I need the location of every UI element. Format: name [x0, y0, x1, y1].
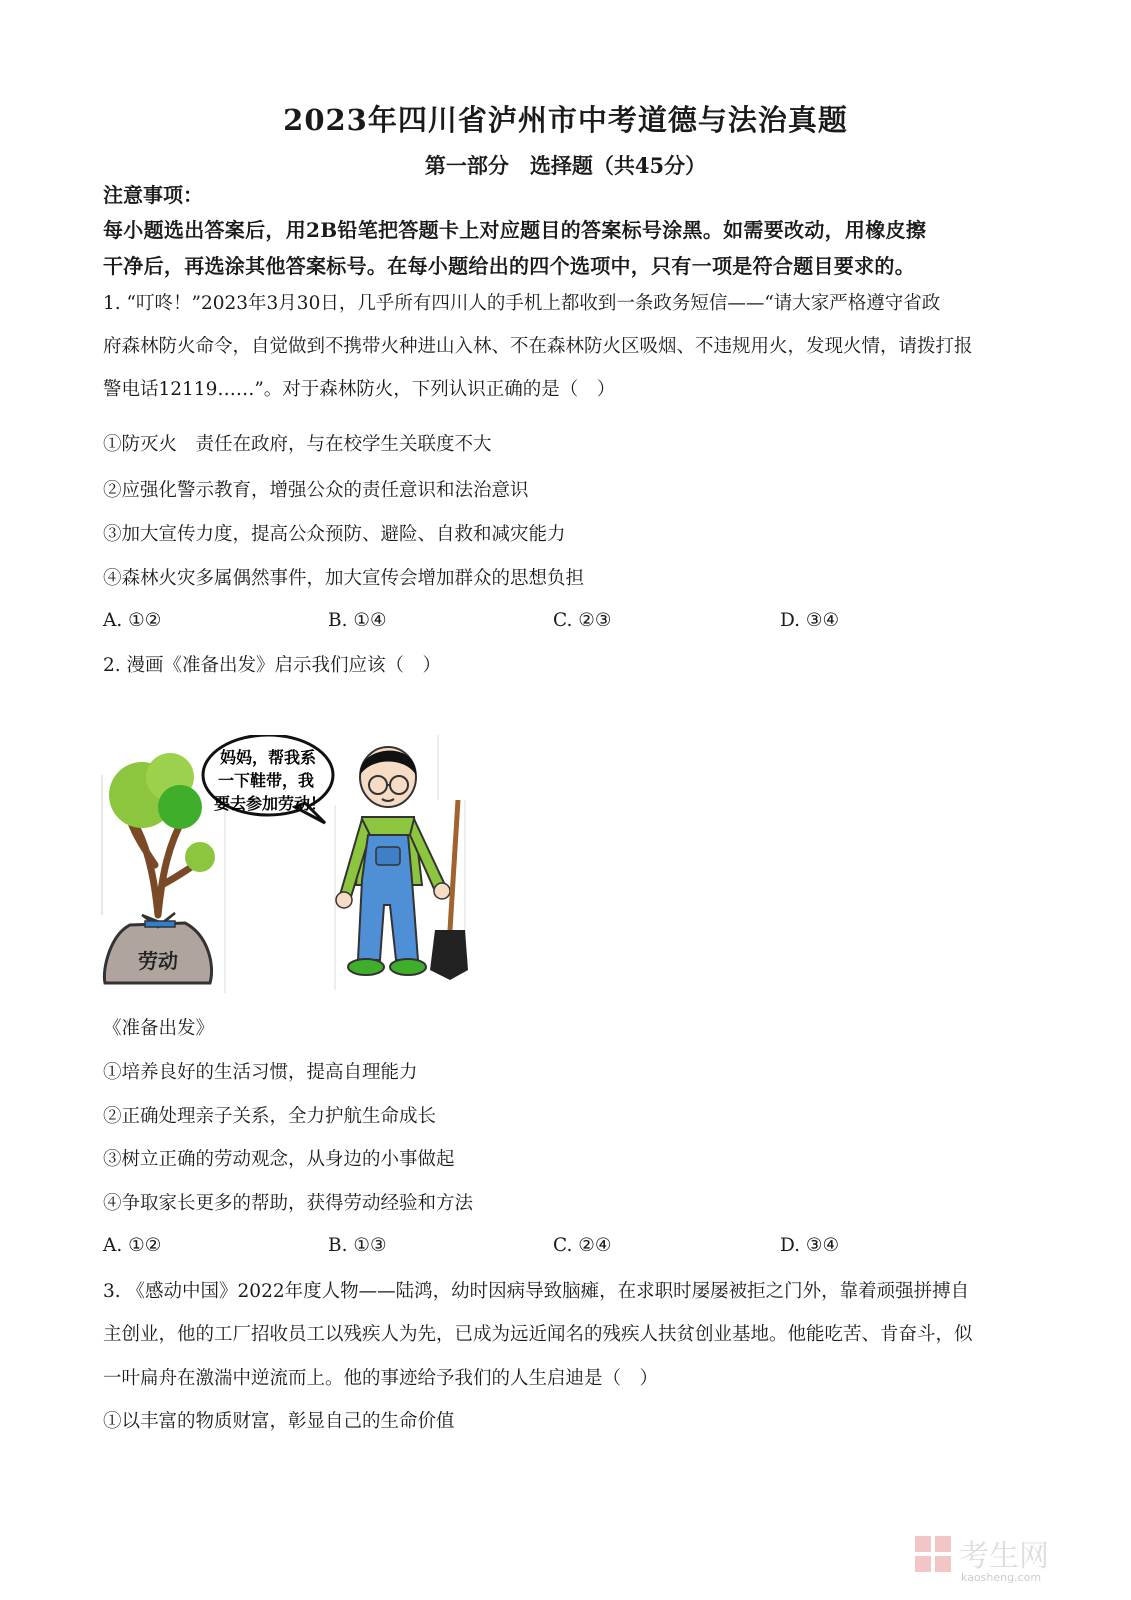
q1-option-d[interactable]: D. ③④	[780, 610, 840, 631]
speech-bubble	[203, 735, 333, 823]
notice-heading: 注意事项：	[103, 183, 203, 207]
q3-stem-line: 3. 《感动中国》2022年度人物——陆鸿，幼时因病导致脑瘫，在求职时屡屡被拒之门外，靠着顽强拼搏自	[103, 1281, 970, 1302]
q1-option-c[interactable]: C. ②③	[553, 610, 612, 631]
q2-item: ④争取家长更多的帮助，获得劳动经验和方法	[103, 1193, 474, 1214]
q2-item: ③树立正确的劳动观念，从身边的小事做起	[103, 1149, 455, 1170]
q1-stem-line: 1. “叮咚！”2023年3月30日，几乎所有四川人的手机上都收到一条政务短信——“请大家严格遵守省政	[103, 293, 941, 314]
q2-item: ②正确处理亲子关系，全力护航生命成长	[103, 1106, 437, 1127]
bubble-line: 要去参加劳动！	[213, 794, 327, 813]
bubble-line: 妈妈，帮我系	[219, 748, 317, 767]
q3-stem-line: 主创业，他的工厂招收员工以残疾人为先，已成为远近闻名的残疾人扶贫创业基地。他能吃苦、肯奋斗，似	[103, 1324, 973, 1345]
watermark-name: 考生网	[959, 1539, 1049, 1574]
q2-option-d[interactable]: D. ③④	[780, 1235, 840, 1256]
notice-line: 干净后，再选涂其他答案标号。在每小题给出的四个选项中，只有一项是符合题目要求的。	[103, 254, 915, 278]
bubble-line: 一下鞋带，我	[217, 771, 315, 790]
labor-sack	[104, 913, 211, 983]
sack-label: 劳动	[138, 949, 178, 973]
q2-option-a[interactable]: A. ①②	[103, 1235, 162, 1256]
q1-stem-line: 府森林防火命令，自觉做到不携带火种进山入林、不在森林防火区吸烟、不违规用火，发现火情，请拨打报	[103, 336, 973, 357]
q1-item: ②应强化警示教育，增强公众的责任意识和法治意识	[103, 480, 529, 501]
boy-figure	[336, 747, 468, 980]
q1-option-b[interactable]: B. ①④	[328, 610, 387, 631]
section-subtitle: 第一部分 选择题（共45分）	[424, 153, 707, 178]
q1-item: ①防灭火 责任在政府，与在校学生关联度不大	[103, 434, 492, 455]
watermark-url: kaosheng.com	[961, 1571, 1042, 1584]
watermark-logo	[913, 1532, 1083, 1584]
q2-option-c[interactable]: C. ②④	[553, 1235, 612, 1256]
q1-item: ③加大宣传力度，提高公众预防、避险、自救和减灾能力	[103, 524, 566, 545]
q1-option-a[interactable]: A. ①②	[103, 610, 162, 631]
q3-stem-line: 一叶扁舟在激湍中逆流而上。他的事迹给予我们的人生启迪是（ ）	[103, 1368, 659, 1389]
q3-item: ①以丰富的物质财富，彰显自己的生命价值	[103, 1411, 455, 1432]
q1-item: ④森林火灾多属偶然事件，加大宣传会增加群众的思想负担	[103, 568, 585, 589]
notice-line: 每小题选出答案后，用2B铅笔把答题卡上对应题目的答案标号涂黑。如需要改动，用橡皮擦	[103, 218, 927, 242]
q2-stem: 2. 漫画《准备出发》启示我们应该（ ）	[103, 655, 442, 676]
comic-illustration	[100, 735, 480, 1000]
comic-caption: 《准备出发》	[103, 1018, 215, 1039]
tree-figure	[109, 753, 215, 915]
q2-option-b[interactable]: B. ①③	[328, 1235, 387, 1256]
q1-stem-line: 警电话12119……”。对于森林防火，下列认识正确的是（ ）	[103, 379, 616, 400]
page-title: 2023年四川省泸州市中考道德与法治真题	[283, 103, 848, 137]
q2-item: ①培养良好的生活习惯，提高自理能力	[103, 1062, 418, 1083]
